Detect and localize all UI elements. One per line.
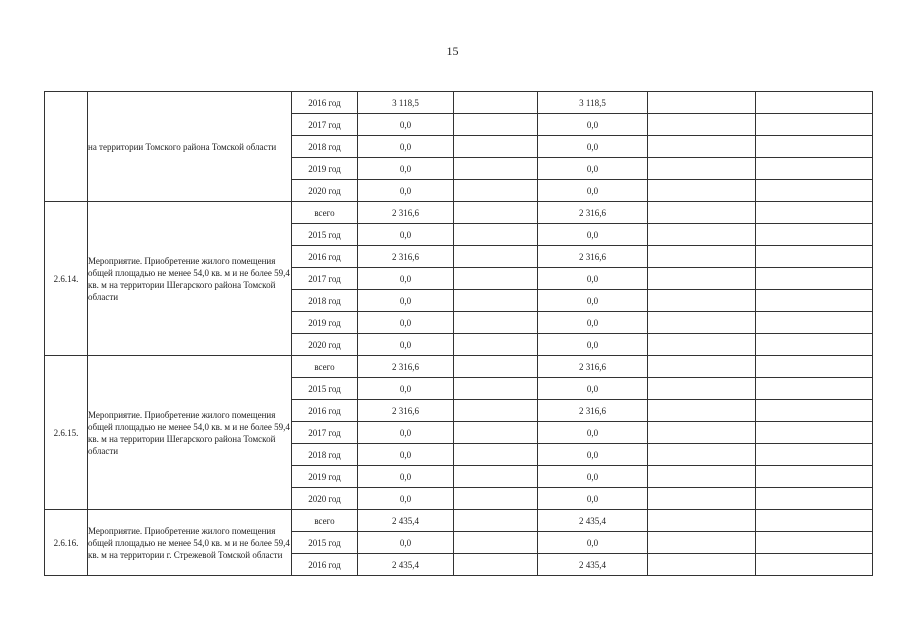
budget-table (44, 91, 873, 576)
other-cell (756, 356, 873, 378)
total-cell: 0,0 (358, 312, 454, 334)
local-cell (648, 488, 756, 510)
federal-cell (454, 180, 538, 202)
year-cell: всего (292, 202, 358, 224)
local-cell (648, 466, 756, 488)
federal-cell (454, 114, 538, 136)
other-cell (756, 290, 873, 312)
table-row (45, 202, 873, 224)
year-cell: 2015 год (292, 378, 358, 400)
other-cell (756, 224, 873, 246)
other-cell (756, 312, 873, 334)
total-cell: 2 316,6 (358, 356, 454, 378)
other-cell (756, 400, 873, 422)
other-cell (756, 488, 873, 510)
regional-cell: 2 435,4 (538, 554, 648, 576)
local-cell (648, 180, 756, 202)
regional-cell: 0,0 (538, 378, 648, 400)
total-cell: 2 316,6 (358, 202, 454, 224)
regional-cell: 0,0 (538, 180, 648, 202)
regional-cell: 0,0 (538, 532, 648, 554)
other-cell (756, 510, 873, 532)
other-cell (756, 532, 873, 554)
local-cell (648, 290, 756, 312)
local-cell (648, 356, 756, 378)
year-cell: 2018 год (292, 444, 358, 466)
other-cell (756, 378, 873, 400)
total-cell: 0,0 (358, 422, 454, 444)
other-cell (756, 444, 873, 466)
local-cell (648, 444, 756, 466)
table-row (45, 510, 873, 532)
year-cell: всего (292, 356, 358, 378)
federal-cell (454, 290, 538, 312)
year-cell: 2018 год (292, 290, 358, 312)
regional-cell: 0,0 (538, 444, 648, 466)
federal-cell (454, 202, 538, 224)
regional-cell: 2 316,6 (538, 246, 648, 268)
total-cell: 0,0 (358, 444, 454, 466)
regional-cell: 0,0 (538, 290, 648, 312)
year-cell: 2015 год (292, 532, 358, 554)
year-cell: 2020 год (292, 334, 358, 356)
other-cell (756, 268, 873, 290)
other-cell (756, 158, 873, 180)
other-cell (756, 136, 873, 158)
table-body (45, 92, 873, 576)
regional-cell: 0,0 (538, 136, 648, 158)
other-cell (756, 422, 873, 444)
local-cell (648, 224, 756, 246)
year-cell: 2016 год (292, 246, 358, 268)
federal-cell (454, 312, 538, 334)
year-cell: 2017 год (292, 422, 358, 444)
table-row (45, 92, 873, 114)
year-cell: 2018 год (292, 136, 358, 158)
table-row (45, 356, 873, 378)
year-cell: 2015 год (292, 224, 358, 246)
year-cell: 2019 год (292, 466, 358, 488)
local-cell (648, 312, 756, 334)
item-number: 2.6.14. (45, 202, 88, 356)
federal-cell (454, 378, 538, 400)
regional-cell: 3 118,5 (538, 92, 648, 114)
local-cell (648, 114, 756, 136)
other-cell (756, 334, 873, 356)
other-cell (756, 202, 873, 224)
other-cell (756, 92, 873, 114)
federal-cell (454, 466, 538, 488)
total-cell: 0,0 (358, 224, 454, 246)
local-cell (648, 246, 756, 268)
local-cell (648, 158, 756, 180)
federal-cell (454, 334, 538, 356)
total-cell: 2 316,6 (358, 400, 454, 422)
federal-cell (454, 224, 538, 246)
regional-cell: 0,0 (538, 224, 648, 246)
regional-cell: 0,0 (538, 422, 648, 444)
other-cell (756, 246, 873, 268)
local-cell (648, 268, 756, 290)
regional-cell: 2 316,6 (538, 202, 648, 224)
federal-cell (454, 554, 538, 576)
year-cell: 2017 год (292, 268, 358, 290)
year-cell: 2016 год (292, 554, 358, 576)
year-cell: 2019 год (292, 158, 358, 180)
local-cell (648, 510, 756, 532)
federal-cell (454, 246, 538, 268)
total-cell: 0,0 (358, 136, 454, 158)
total-cell: 2 316,6 (358, 246, 454, 268)
regional-cell: 0,0 (538, 158, 648, 180)
federal-cell (454, 92, 538, 114)
federal-cell (454, 444, 538, 466)
other-cell (756, 114, 873, 136)
regional-cell: 0,0 (538, 114, 648, 136)
year-cell: всего (292, 510, 358, 532)
federal-cell (454, 488, 538, 510)
federal-cell (454, 158, 538, 180)
item-number: 2.6.16. (45, 510, 88, 576)
year-cell: 2019 год (292, 312, 358, 334)
federal-cell (454, 510, 538, 532)
federal-cell (454, 532, 538, 554)
total-cell: 0,0 (358, 532, 454, 554)
item-description: Мероприятие. Приобретение жилого помещения общей площадью не менее 54,0 кв. м и не более 59,4 кв. м на территории Шегарского района Томской области (88, 356, 292, 510)
local-cell (648, 532, 756, 554)
regional-cell: 0,0 (538, 466, 648, 488)
federal-cell (454, 136, 538, 158)
total-cell: 0,0 (358, 158, 454, 180)
year-cell: 2017 год (292, 114, 358, 136)
regional-cell: 2 435,4 (538, 510, 648, 532)
item-description: Мероприятие. Приобретение жилого помещения общей площадью не менее 54,0 кв. м и не более 59,4 кв. м на территории Шегарского района Томской области (88, 202, 292, 356)
year-cell: 2020 год (292, 180, 358, 202)
federal-cell (454, 422, 538, 444)
local-cell (648, 378, 756, 400)
total-cell: 0,0 (358, 290, 454, 312)
total-cell: 0,0 (358, 180, 454, 202)
regional-cell: 0,0 (538, 312, 648, 334)
page-number: 15 (446, 44, 459, 58)
total-cell: 0,0 (358, 334, 454, 356)
item-number: 2.6.15. (45, 356, 88, 510)
local-cell (648, 422, 756, 444)
total-cell: 2 435,4 (358, 554, 454, 576)
local-cell (648, 136, 756, 158)
regional-cell: 2 316,6 (538, 400, 648, 422)
total-cell: 0,0 (358, 378, 454, 400)
item-number (45, 92, 88, 202)
regional-cell: 2 316,6 (538, 356, 648, 378)
item-description: Мероприятие. Приобретение жилого помещения общей площадью не менее 54,0 кв. м и не более 59,4 кв. м на территории г. Стрежевой Томской области (88, 510, 292, 576)
total-cell: 3 118,5 (358, 92, 454, 114)
year-cell: 2016 год (292, 400, 358, 422)
year-cell: 2016 год (292, 92, 358, 114)
local-cell (648, 400, 756, 422)
total-cell: 2 435,4 (358, 510, 454, 532)
local-cell (648, 202, 756, 224)
total-cell: 0,0 (358, 488, 454, 510)
total-cell: 0,0 (358, 466, 454, 488)
item-description: на территории Томского района Томской области (88, 92, 292, 202)
other-cell (756, 554, 873, 576)
other-cell (756, 466, 873, 488)
regional-cell: 0,0 (538, 488, 648, 510)
federal-cell (454, 268, 538, 290)
year-cell: 2020 год (292, 488, 358, 510)
federal-cell (454, 356, 538, 378)
total-cell: 0,0 (358, 114, 454, 136)
total-cell: 0,0 (358, 268, 454, 290)
regional-cell: 0,0 (538, 334, 648, 356)
local-cell (648, 334, 756, 356)
local-cell (648, 554, 756, 576)
regional-cell: 0,0 (538, 268, 648, 290)
federal-cell (454, 400, 538, 422)
local-cell (648, 92, 756, 114)
other-cell (756, 180, 873, 202)
